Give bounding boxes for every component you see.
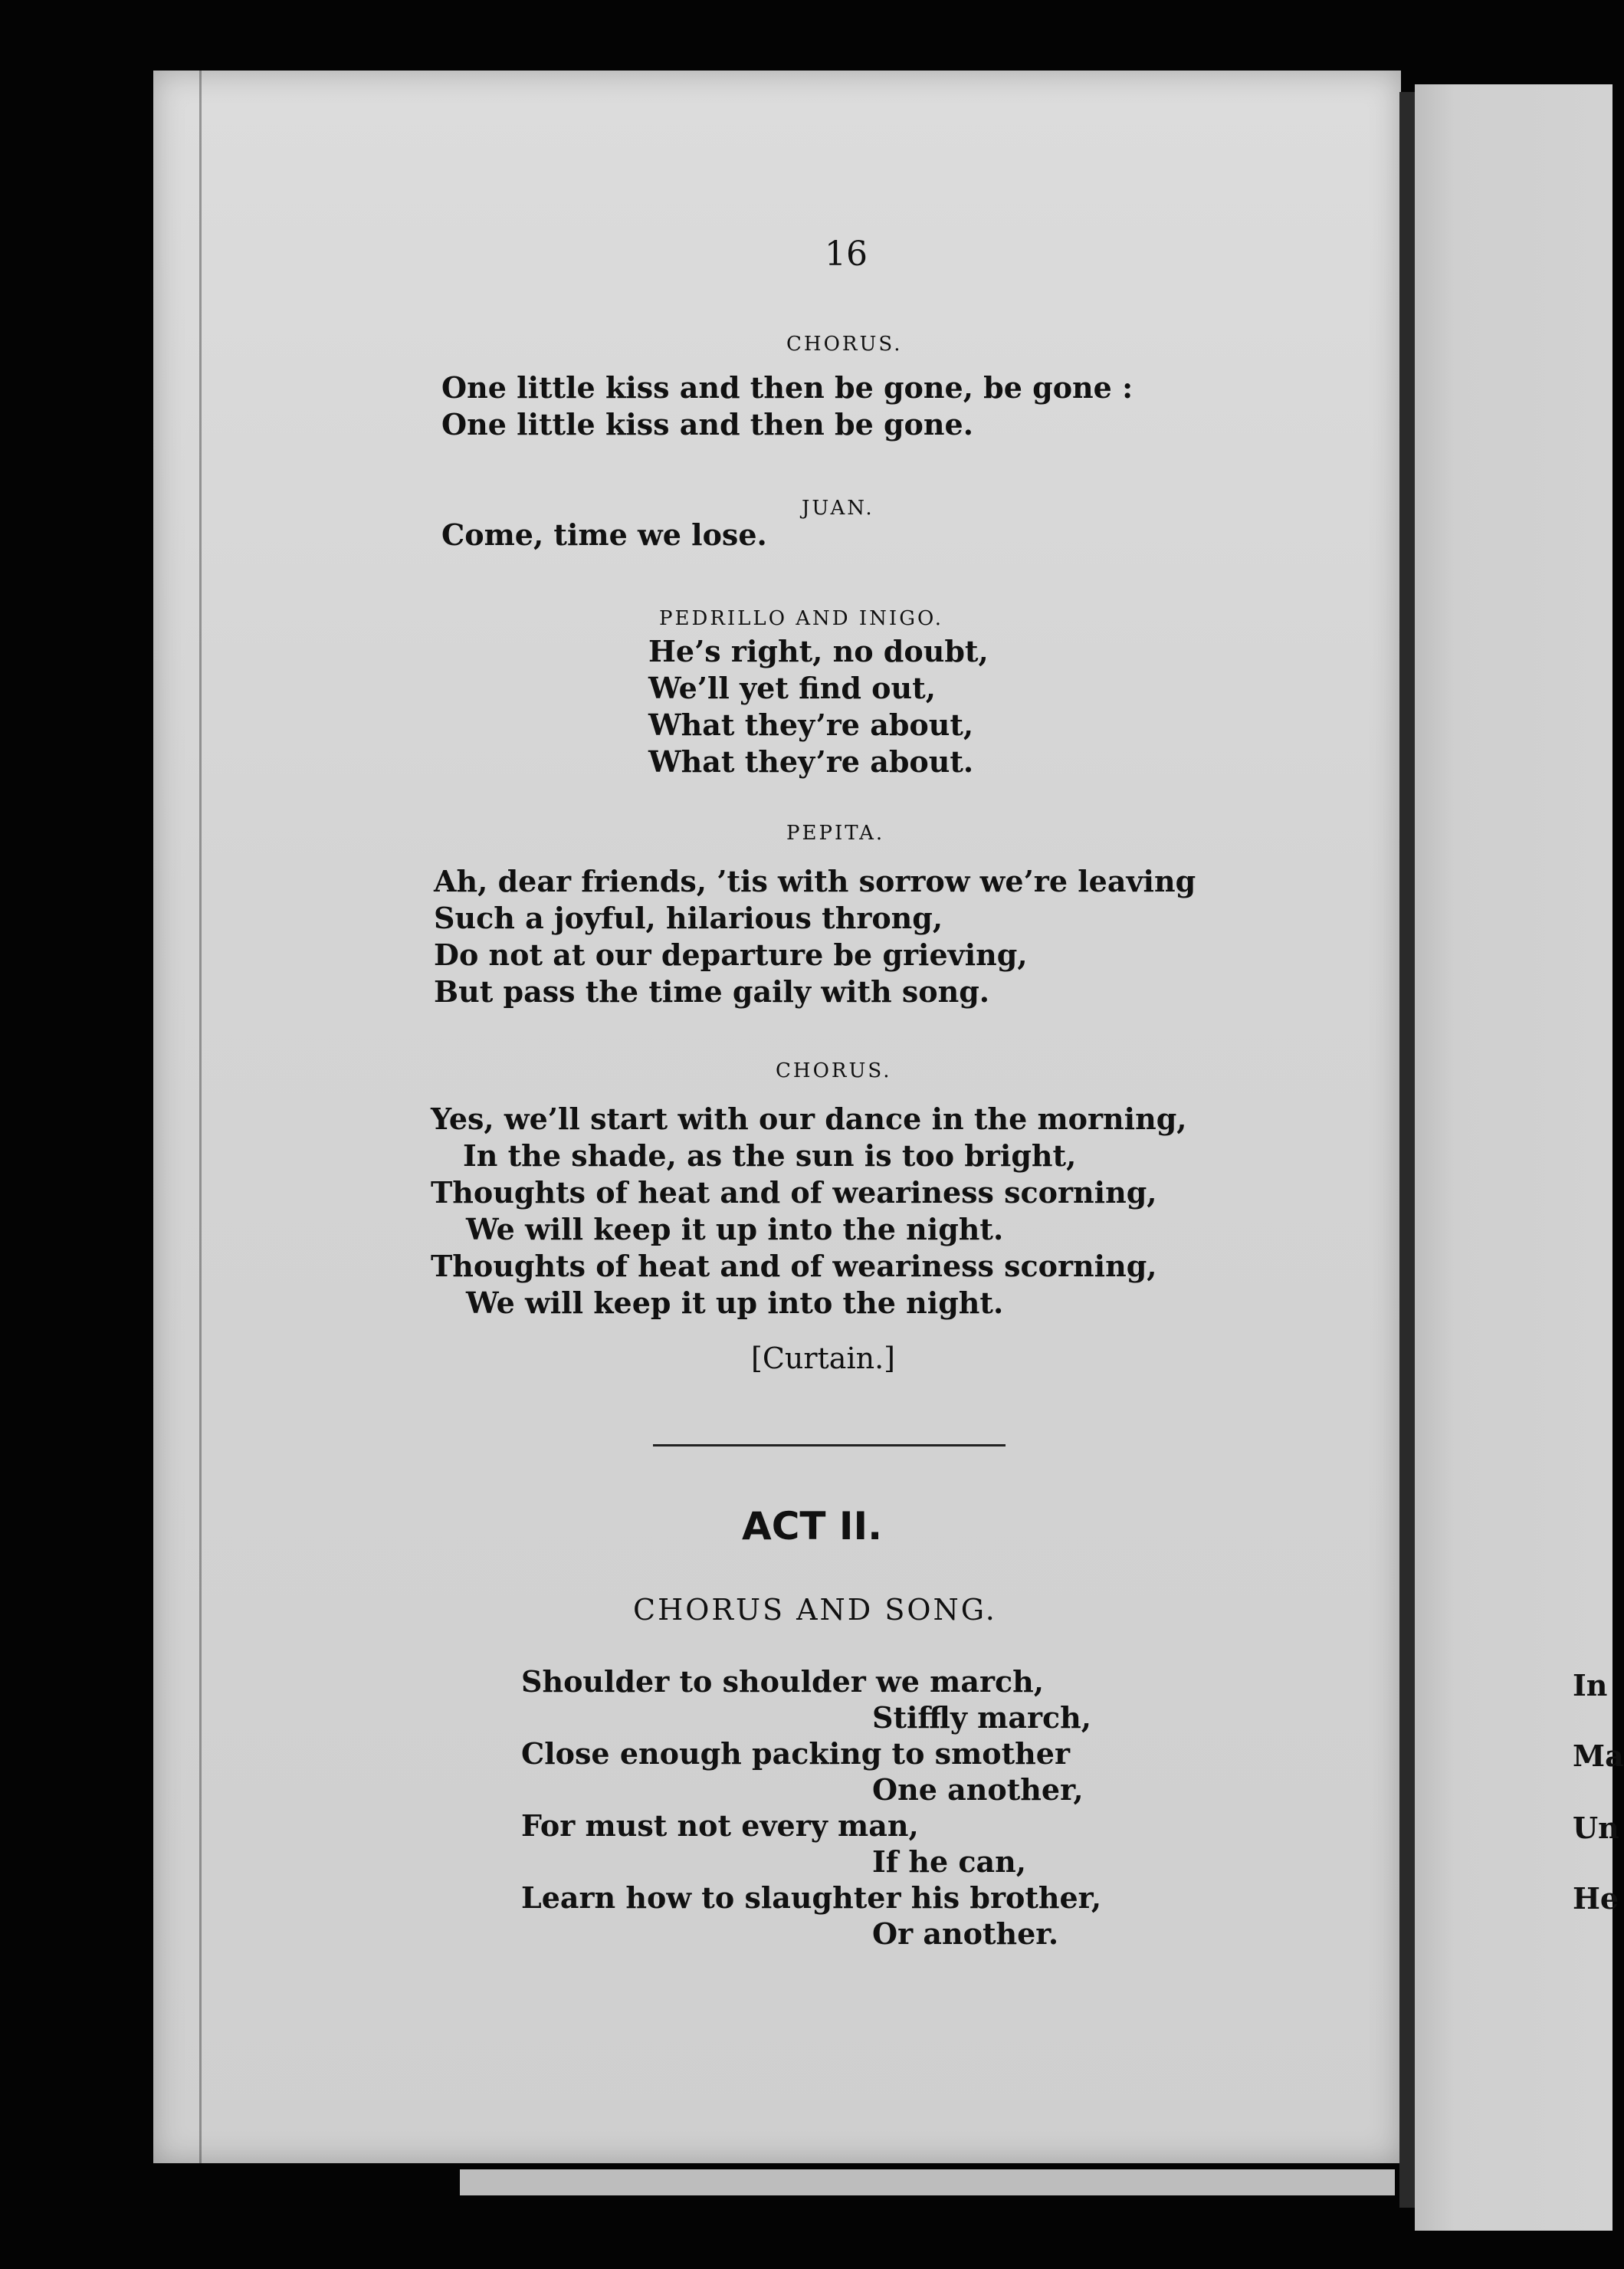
page-number: 16 [825,235,868,274]
juan-verse [441,517,767,553]
page-bottom-strip [460,2169,1395,2195]
pedrillo-inigo-heading: PEDRILLO AND INIGO. [659,607,944,630]
section-divider [653,1444,1006,1446]
chorus-heading-2: CHORUS. [776,1059,892,1082]
verse-line: One little kiss and then be gone, be gone : [441,370,1134,405]
verse-line: One little kiss and then be gone. [441,407,973,442]
facing-page-fragment: He [1573,1881,1619,1916]
verse-line: Thoughts of heat and of weariness scorning, [431,1249,1157,1283]
stage-direction: [Curtain.] [751,1341,895,1375]
pedrillo-inigo-verse [648,633,989,780]
verse-line: If he can, [872,1844,1027,1879]
verse-line: Learn how to slaughter his brother, [521,1880,1102,1915]
verse-line: Shoulder to shoulder we march, [521,1664,1044,1699]
verse-line: Such a joyful, hilarious throng, [434,901,943,935]
act-subtitle: CHORUS AND SONG. [633,1593,997,1627]
facing-page-fragment: Ma [1573,1739,1624,1773]
verse-line: What they’re about. [648,744,974,779]
verse-line: For must not every man, [521,1808,919,1843]
verse-line: We will keep it up into the night. [466,1212,1004,1246]
book-spine [1399,92,1415,2208]
facing-page-fragment: Un [1573,1811,1619,1845]
verse-line: But pass the time gaily with song. [434,974,990,1009]
facing-page-fragment: In [1573,1668,1608,1703]
juan-heading: JUAN. [802,497,874,520]
page-edge-line [199,71,202,2163]
verse-line: Do not at our departure be grieving, [434,937,1028,972]
verse-line: Or another. [872,1916,1059,1951]
act-title: ACT II. [742,1504,883,1548]
chorus-verse-1 [441,369,1133,443]
verse-line: Ah, dear friends, ’tis with sorrow we’re leaving [434,864,1196,898]
verse-line: We’ll yet find out, [648,671,936,705]
verse-line: Stiffly march, [872,1700,1092,1735]
pepita-verse [434,863,1196,1010]
song-verse [521,1663,1101,1952]
verse-line: Yes, we’ll start with our dance in the morning, [431,1102,1187,1136]
verse-line: One another, [872,1772,1084,1807]
verse-line: Close enough packing to smother [521,1736,1071,1771]
verse-line: What they’re about, [648,708,974,742]
verse-line: He’s right, no doubt, [648,634,989,668]
chorus-verse-2 [431,1101,1187,1322]
verse-line: Thoughts of heat and of weariness scorning, [431,1175,1157,1210]
verse-line: In the shade, as the sun is too bright, [463,1138,1077,1173]
chorus-heading-1: CHORUS. [786,333,903,356]
pepita-heading: PEPITA. [786,822,885,845]
verse-line: We will keep it up into the night. [466,1286,1004,1320]
verse-line: Come, time we lose. [441,517,767,552]
